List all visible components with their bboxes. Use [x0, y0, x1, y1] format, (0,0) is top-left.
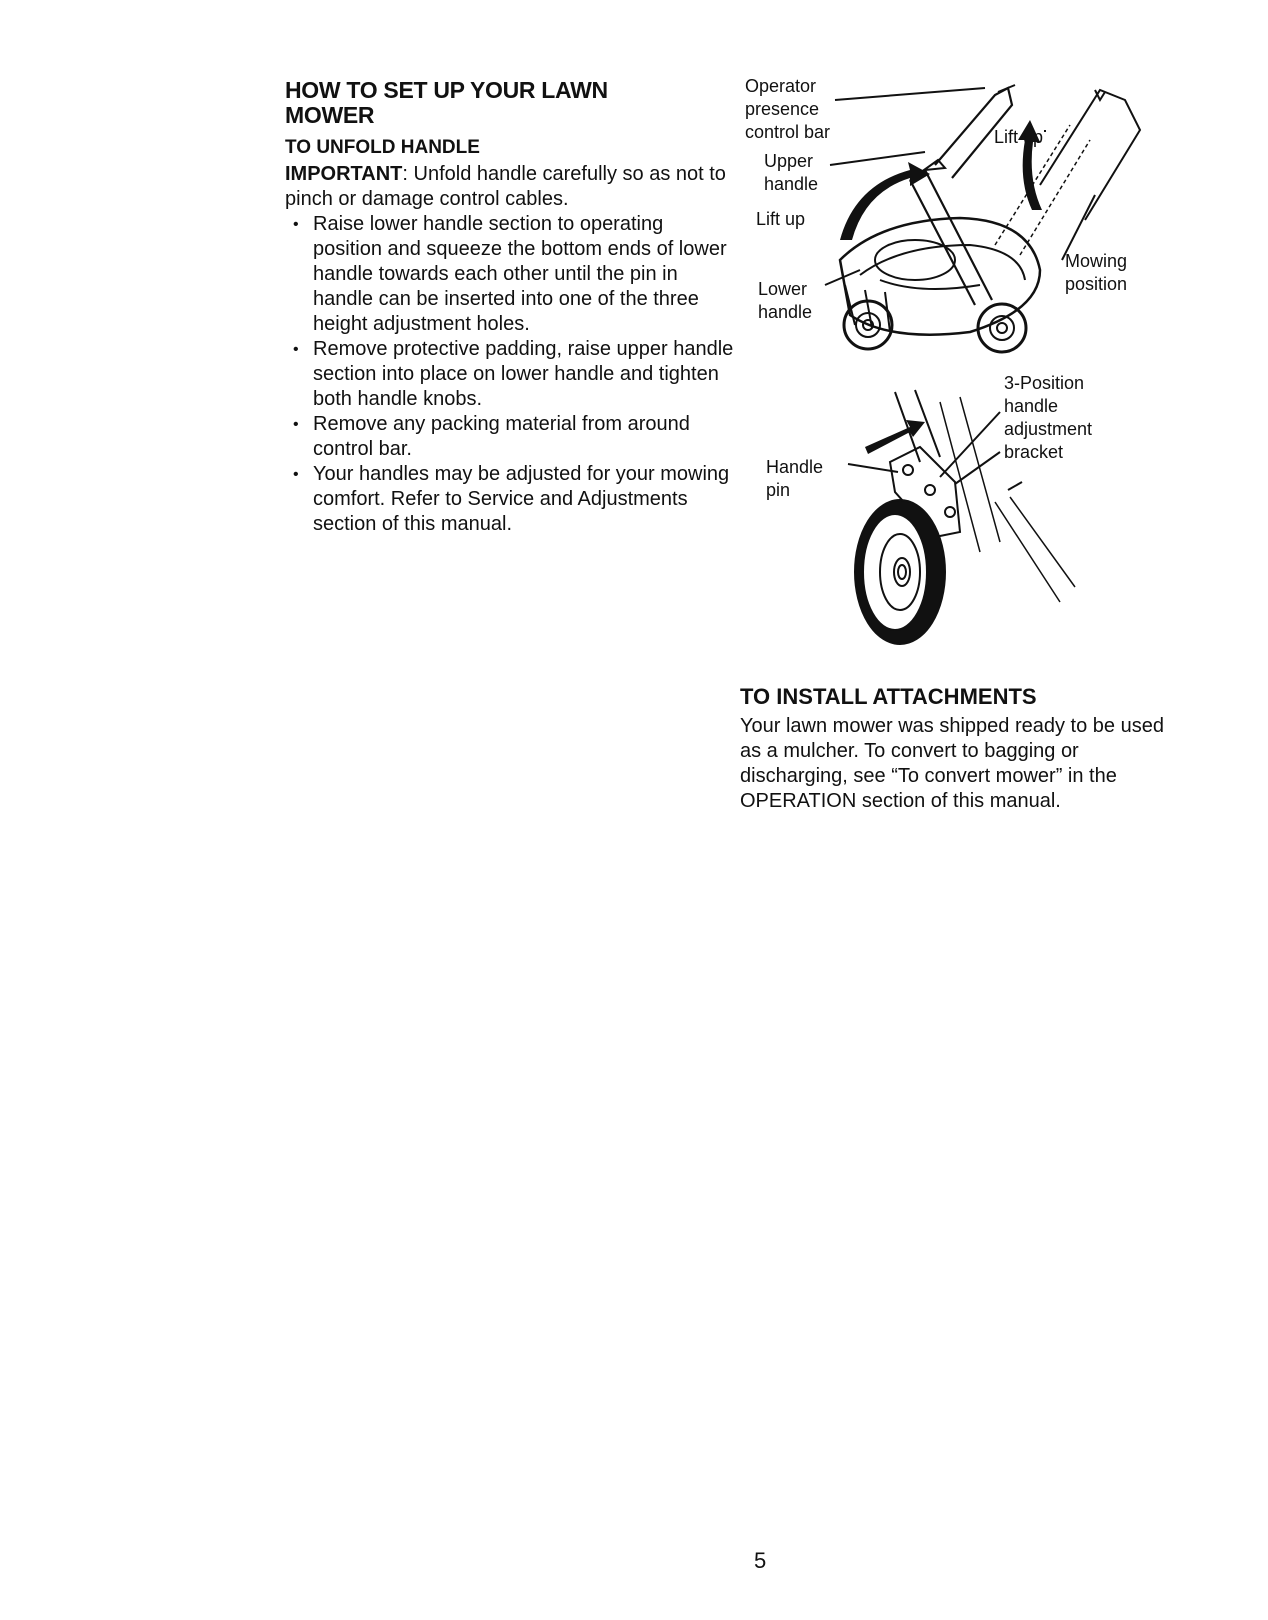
mower-handle-figure [740, 70, 1180, 360]
bracket-text: bracket [1004, 442, 1064, 462]
handle-pin-text-2: pin [766, 480, 791, 500]
handle-pin-text-1: Handle [766, 457, 824, 477]
3position-label: 3-Position [1004, 373, 1085, 393]
list-item-text: Remove any packing material from around control bar. [313, 413, 690, 460]
handle-pin-label [766, 456, 823, 502]
attachments-text: Your lawn mower was shipped ready to be used as a mulcher. To convert to bagging or discharging, see “To convert mower” in the OPERATION section of this manual. [740, 715, 1164, 812]
lower-handle-text: handle [758, 302, 813, 322]
presence-label: presence [745, 99, 820, 119]
list-item [285, 412, 735, 462]
bullet-icon: • [293, 341, 299, 358]
setup-section [285, 78, 735, 537]
mowing-label: Mowing [1065, 251, 1128, 271]
mowing-position-label [1065, 250, 1127, 296]
bullet-icon: • [293, 216, 299, 233]
lift-up-left-label: Lift up [756, 209, 806, 229]
lift-up-right-label: Lift up [994, 127, 1044, 147]
list-item [285, 337, 735, 412]
unfold-handle-heading: TO UNFOLD HANDLE [285, 137, 480, 158]
adjustment-label: adjustment [1004, 419, 1093, 439]
position-label: position [1065, 274, 1128, 294]
page-number: 5 [754, 1548, 767, 1573]
important-label: IMPORTANT [285, 163, 403, 185]
list-item [285, 212, 735, 337]
upper-handle-label [764, 150, 818, 196]
control-bar-label: control bar [745, 122, 831, 142]
unfold-steps-list [285, 212, 735, 537]
setup-title-line2: MOWER [285, 102, 375, 128]
bullet-icon: • [293, 466, 299, 483]
lower-label: Lower [758, 279, 808, 299]
bracket-illustration [760, 372, 1160, 652]
handle-bracket-figure [760, 372, 1160, 652]
important-note [285, 162, 735, 212]
list-item [285, 462, 735, 537]
attachments-heading: TO INSTALL ATTACHMENTS [740, 684, 1037, 709]
setup-title [285, 78, 735, 128]
operator-label: Operator [745, 76, 817, 96]
handle-label: handle [1004, 396, 1059, 416]
important-text: : Unfold handle carefully so as not to pinch or damage control cables. [285, 163, 726, 210]
bullet-icon: • [293, 416, 299, 433]
bracket-label [1004, 372, 1092, 464]
list-item-text: Your handles may be adjusted for your mowing comfort. Refer to Service and Adjustments section of this manual. [313, 463, 730, 535]
lower-handle-label [758, 278, 812, 324]
upper-label: Upper [764, 151, 814, 171]
attachments-section [740, 684, 1180, 814]
operator-presence-label [745, 75, 830, 144]
list-item-text: Raise lower handle section to operating position and squeeze the bottom ends of lower handle towards each other until the pin in handle can be inserted into one of the three height adjustment holes. [313, 213, 727, 335]
list-item-text: Remove protective padding, raise upper handle section into place on lower handle and tighten both handle knobs. [313, 338, 734, 410]
setup-title-line1: HOW TO SET UP YOUR LAWN [285, 77, 608, 103]
upper-handle-text: handle [764, 174, 819, 194]
